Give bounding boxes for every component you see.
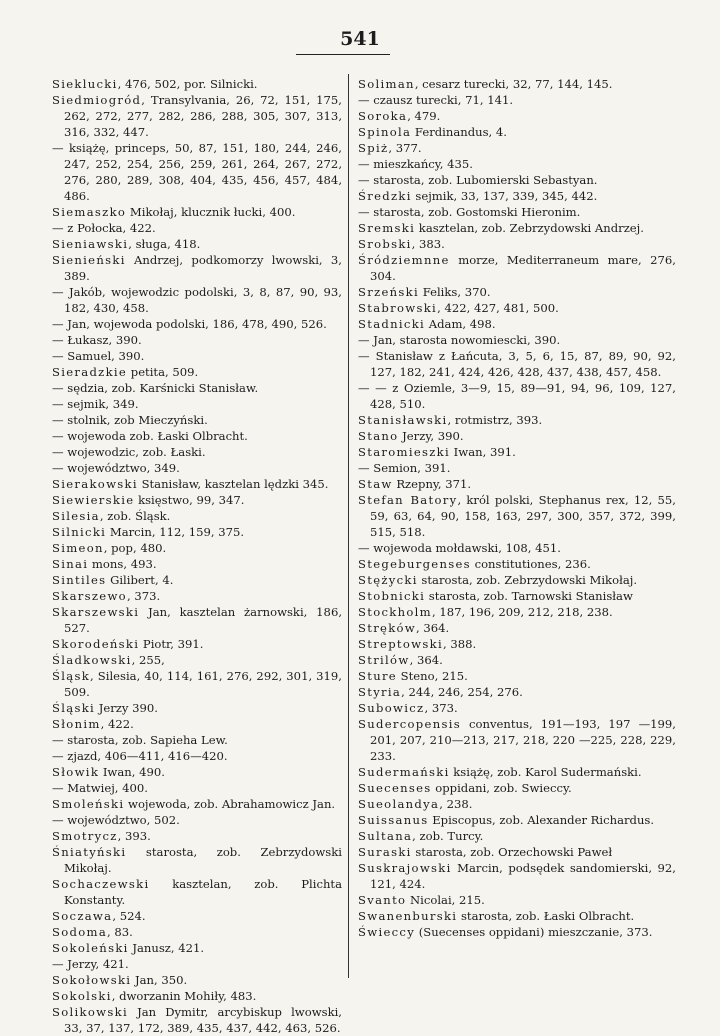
index-entry	[52, 444, 342, 460]
entry-text: constitutiones, 236.	[470, 557, 591, 571]
entry-text: , 388.	[442, 637, 477, 651]
entry-text: , Silesia, 40, 114, 161, 276, 292, 301, 319, 509.	[64, 669, 342, 699]
index-entry	[358, 124, 676, 140]
index-entry	[358, 796, 676, 812]
entry-headword: Streptowski	[358, 637, 443, 651]
index-entry	[52, 364, 342, 380]
index-entry	[358, 700, 676, 716]
header-rule	[296, 54, 390, 55]
entry-text: oppidani, zob. Swieccy.	[431, 781, 572, 795]
entry-headword: Średzki	[358, 189, 412, 203]
index-entry	[358, 172, 676, 188]
index-entry	[358, 220, 676, 236]
entry-text: , 422, 427, 481, 500.	[437, 301, 559, 315]
index-entry	[52, 908, 342, 924]
entry-headword: Śląski	[52, 701, 96, 715]
entry-text: — województwo, 502.	[52, 813, 180, 827]
entry-text: — Łukasz, 390.	[52, 333, 142, 347]
index-entry	[358, 236, 676, 252]
entry-headword: Skarszewo	[52, 589, 127, 603]
entry-text: — sędzia, zob. Karśnicki Stanisław.	[52, 381, 259, 395]
entry-text: , 373.	[126, 589, 161, 603]
index-entry	[358, 668, 676, 684]
index-entry	[52, 92, 342, 140]
entry-headword: Staw	[358, 477, 393, 491]
entry-headword: Staromieszki	[358, 445, 450, 459]
entry-headword: Smoleński	[52, 797, 125, 811]
index-entry	[52, 348, 342, 364]
entry-text: starosta, zob. Zebrzydowski Mikołaj.	[417, 573, 638, 587]
entry-text: — mieszkańcy, 435.	[358, 157, 473, 171]
entry-headword: Śniatyński	[52, 845, 127, 859]
index-entry	[52, 332, 342, 348]
entry-text: , 479.	[407, 109, 441, 123]
index-entry	[52, 428, 342, 444]
entry-headword: Stężycki	[358, 573, 418, 587]
entry-headword: Sokolski	[52, 989, 112, 1003]
index-entry	[52, 732, 342, 748]
entry-text: — Matwiej, 400.	[52, 781, 148, 795]
entry-text: — Semion, 391.	[358, 461, 451, 475]
index-entry	[358, 924, 676, 940]
index-entry	[52, 220, 342, 236]
index-entry	[358, 588, 676, 604]
index-entry	[52, 540, 342, 556]
index-entry	[358, 460, 676, 476]
index-entry	[358, 284, 676, 300]
entry-headword: Soczawa	[52, 909, 113, 923]
entry-text: kasztelan, zob. Zebrzydowski Andrzej.	[415, 221, 644, 235]
entry-headword: Srobski	[358, 237, 412, 251]
entry-text: , rotmistrz, 393.	[447, 413, 543, 427]
entry-headword: Soroka	[358, 109, 408, 123]
entry-text: — Samuel, 390.	[52, 349, 145, 363]
index-entry	[52, 604, 342, 636]
entry-text: Jerzy, 390.	[398, 429, 464, 443]
entry-text: Iwan, 490.	[99, 765, 165, 779]
entry-text: , 393.	[117, 829, 151, 843]
entry-headword: Słonim	[52, 717, 101, 731]
entry-headword: Sieradzkie	[52, 365, 128, 379]
entry-headword: Stegeburgenses	[358, 557, 471, 571]
index-entry	[358, 828, 676, 844]
entry-text: Marcin, podsędek sandomierski, 92, 121, 424.	[370, 861, 676, 891]
index-entry	[358, 860, 676, 892]
index-entry	[358, 716, 676, 764]
entry-headword: Suskrajowski	[358, 861, 452, 875]
entry-text: — zjazd, 406—411, 416—420.	[52, 749, 228, 763]
index-entry	[52, 572, 342, 588]
index-entry	[358, 572, 676, 588]
entry-text: — starosta, zob. Lubomierski Sebastyan.	[358, 173, 598, 187]
entry-headword: Spinola	[358, 125, 412, 139]
index-entry	[358, 444, 676, 460]
entry-text: — starosta, zob. Sapieha Lew.	[52, 733, 228, 747]
index-entry	[52, 812, 342, 828]
entry-text: , dworzanin Mohiły, 483.	[111, 989, 257, 1003]
entry-text: — Jakób, wojewodzic podolski, 3, 8, 87, 90, 93, 182, 430, 458.	[52, 285, 342, 315]
index-entry	[358, 92, 676, 108]
index-entry	[52, 876, 342, 908]
entry-text: Jan, 350.	[131, 973, 188, 987]
index-entry	[358, 684, 676, 700]
entry-text: , zob. Turcy.	[412, 829, 484, 843]
index-entry	[52, 508, 342, 524]
entry-text: , 364.	[416, 621, 450, 635]
entry-text: Piotr, 391.	[139, 637, 204, 651]
entry-headword: Skorodeński	[52, 637, 140, 651]
index-entry	[52, 716, 342, 732]
index-entry	[52, 668, 342, 700]
entry-headword: Silesia	[52, 509, 100, 523]
entry-headword: Stabrowski	[358, 301, 438, 315]
index-entry	[52, 796, 342, 812]
entry-headword: Sudercopensis	[358, 717, 461, 731]
index-entry	[358, 156, 676, 172]
index-entry	[358, 316, 676, 332]
entry-headword: Suecenses	[358, 781, 432, 795]
entry-text: (Suecenses oppidani) mieszczanie, 373.	[415, 925, 653, 939]
entry-text: Mikołaj, klucznik łucki, 400.	[126, 205, 296, 219]
entry-headword: Swanenburski	[358, 909, 458, 923]
index-entry	[358, 844, 676, 860]
entry-headword: Siemaszko	[52, 205, 127, 219]
index-entry	[52, 492, 342, 508]
entry-text: , Transylvania, 26, 72, 151, 175, 262, 272, 277, 282, 286, 288, 305, 307, 313, 316, 332, 447.	[64, 93, 342, 139]
entry-headword: Stano	[358, 429, 399, 443]
entry-text: — Jerzy, 421.	[52, 957, 129, 971]
entry-headword: Skarszewski	[52, 605, 140, 619]
entry-headword: Siewierskie	[52, 493, 135, 507]
entry-text: Stanisław, kasztelan lędzki 345.	[137, 477, 329, 491]
entry-text: , 524.	[112, 909, 146, 923]
entry-headword: Sokoleński	[52, 941, 129, 955]
entry-text: starosta, zob. Orzechowski Paweł	[411, 845, 613, 859]
index-entry	[358, 188, 676, 204]
entry-text: , pop, 480.	[103, 541, 167, 555]
entry-text: Jan Dymitr, arcybiskup lwowski, 33, 37, 137, 172, 389, 435, 437, 442, 463, 526.	[64, 1005, 342, 1035]
index-entry	[358, 412, 676, 428]
index-entry	[358, 348, 676, 380]
index-entry	[358, 476, 676, 492]
entry-headword: Soliman	[358, 77, 415, 91]
entry-text: , król polski, Stephanus rex, 12, 55, 59, 63, 64, 90, 158, 163, 297, 300, 357, 372, 399, 515, 518.	[370, 493, 676, 539]
index-entry	[52, 252, 342, 284]
entry-headword: Stadnicki	[358, 317, 426, 331]
entry-text: Adam, 498.	[425, 317, 496, 331]
index-entry	[52, 524, 342, 540]
entry-text: , 422.	[100, 717, 134, 731]
entry-text: , 377.	[388, 141, 422, 155]
entry-text: Rzepny, 371.	[392, 477, 472, 491]
entry-headword: Sodoma	[52, 925, 108, 939]
entry-text: — województwo, 349.	[52, 461, 180, 475]
entry-text: — — z Oziemle, 3—9, 15, 89—91, 94, 96, 109, 127, 428, 510.	[358, 381, 676, 411]
index-entry	[358, 636, 676, 652]
entry-headword: Styria	[358, 685, 402, 699]
index-entry	[358, 620, 676, 636]
index-entry	[52, 956, 342, 972]
entry-headword: Svanto	[358, 893, 407, 907]
index-entry	[358, 252, 676, 284]
index-entry	[52, 476, 342, 492]
index-entry	[52, 588, 342, 604]
entry-headword: Sieklucki	[52, 77, 118, 91]
entry-headword: Sueolandya	[358, 797, 440, 811]
index-entry	[52, 764, 342, 780]
entry-text: — książę, princeps, 50, 87, 151, 180, 244, 246, 247, 252, 254, 256, 259, 261, 264, 267, 272, 276, 280, 289, 308, 404, 435, 456, 457, 484, 486.	[52, 141, 342, 203]
entry-text: Episcopus, zob. Alexander Richardus.	[428, 813, 655, 827]
entry-headword: Srzeński	[358, 285, 420, 299]
entry-headword: Solikowski	[52, 1005, 128, 1019]
entry-text: , 255,	[131, 653, 165, 667]
index-column-right	[358, 76, 676, 940]
index-entry	[52, 204, 342, 220]
entry-text: sejmik, 33, 137, 339, 345, 442.	[411, 189, 598, 203]
entry-text: — wojewodzic, zob. Łaski.	[52, 445, 206, 459]
entry-headword: Sienieński	[52, 253, 126, 267]
index-entry	[52, 316, 342, 332]
entry-text: , 187, 196, 209, 212, 218, 238.	[431, 605, 613, 619]
index-entry	[52, 988, 342, 1004]
entry-text: Jerzy 390.	[95, 701, 158, 715]
entry-text: — Stanisław z Łańcuta, 3, 5, 6, 15, 87, 89, 90, 92, 127, 182, 241, 424, 426, 428, 437, 438, 457, 458.	[358, 349, 676, 379]
entry-text: — sejmik, 349.	[52, 397, 139, 411]
entry-headword: Sieniawski	[52, 237, 129, 251]
entry-headword: Suraski	[358, 845, 412, 859]
entry-text: mons, 493.	[88, 557, 157, 571]
entry-text: starosta, zob. Zebrzydowski Mikołaj.	[64, 845, 342, 875]
index-entry	[52, 284, 342, 316]
entry-text: morze, Mediterraneum mare, 276, 304.	[370, 253, 676, 283]
entry-headword: Stręków	[358, 621, 417, 635]
index-entry	[358, 76, 676, 92]
entry-text: Iwan, 391.	[450, 445, 516, 459]
index-entry	[358, 108, 676, 124]
entry-headword: Smotrycz	[52, 829, 118, 843]
entry-text: księstwo, 99, 347.	[134, 493, 245, 507]
index-entry	[52, 652, 342, 668]
entry-text: — Jan, wojewoda podolski, 186, 478, 490, 526.	[52, 317, 327, 331]
index-entry	[52, 396, 342, 412]
entry-text: — stolnik, zob Mieczyński.	[52, 413, 208, 427]
entry-headword: Sierakowski	[52, 477, 138, 491]
entry-headword: Simeon	[52, 541, 104, 555]
entry-headword: Śladkowski	[52, 653, 132, 667]
entry-text: , 364.	[409, 653, 443, 667]
entry-text: Gilibert, 4.	[106, 573, 174, 587]
index-entry	[358, 492, 676, 540]
entry-text: , 83.	[107, 925, 133, 939]
index-entry	[52, 380, 342, 396]
index-entry	[52, 1004, 342, 1036]
index-entry	[358, 556, 676, 572]
entry-text: — wojewoda mołdawski, 108, 451.	[358, 541, 561, 555]
index-entry	[358, 908, 676, 924]
entry-text: starosta, zob. Tarnowski Stanisław	[425, 589, 633, 603]
entry-text: , 238.	[439, 797, 473, 811]
entry-text: Steno, 215.	[396, 669, 468, 683]
entry-headword: Sochaczewski	[52, 877, 150, 891]
index-entry	[52, 140, 342, 204]
entry-headword: Sudermański	[358, 765, 450, 779]
entry-headword: Strilów	[358, 653, 410, 667]
index-entry	[358, 812, 676, 828]
entry-text: petita, 509.	[127, 365, 199, 379]
index-entry	[52, 700, 342, 716]
entry-text: , cesarz turecki, 32, 77, 144, 145.	[414, 77, 613, 91]
entry-headword: Słowik	[52, 765, 100, 779]
index-entry	[358, 652, 676, 668]
entry-headword: Sinai	[52, 557, 89, 571]
index-entry	[52, 636, 342, 652]
entry-text: , 383.	[411, 237, 445, 251]
entry-text: — Jan, starosta nowomiescki, 390.	[358, 333, 561, 347]
entry-headword: Sremski	[358, 221, 416, 235]
index-entry	[52, 844, 342, 876]
index-entry	[52, 780, 342, 796]
index-column-left	[52, 76, 342, 1036]
entry-headword: Stanisławski	[358, 413, 448, 427]
index-entry	[358, 140, 676, 156]
entry-headword: Stefan Batory	[358, 493, 458, 507]
entry-headword: Śląsk	[52, 669, 91, 683]
entry-headword: Sture	[358, 669, 397, 683]
entry-text: — starosta, zob. Gostomski Hieronim.	[358, 205, 581, 219]
entry-text: Ferdinandus, 4.	[411, 125, 507, 139]
entry-headword: Subowicz	[358, 701, 425, 715]
entry-headword: Sokołowski	[52, 973, 132, 987]
entry-headword: Śródziemnne	[358, 253, 450, 267]
entry-headword: Spiż	[358, 141, 389, 155]
entry-headword: Stobnicki	[358, 589, 426, 603]
index-entry	[358, 300, 676, 316]
entry-text: , sługa, 418.	[128, 237, 201, 251]
entry-headword: Sultana	[358, 829, 413, 843]
index-entry	[52, 76, 342, 92]
index-entry	[52, 556, 342, 572]
index-entry	[52, 924, 342, 940]
entry-headword: Stockholm	[358, 605, 432, 619]
index-entry	[358, 604, 676, 620]
entry-text: — wojewoda zob. Łaski Olbracht.	[52, 429, 248, 443]
entry-text: Nicolai, 215.	[406, 893, 485, 907]
entry-text: , 373.	[424, 701, 458, 715]
index-entry	[358, 540, 676, 556]
index-entry	[52, 460, 342, 476]
entry-text: , zob. Śląsk.	[99, 509, 171, 523]
entry-headword: Suissanus	[358, 813, 429, 827]
entry-text: kasztelan, zob. Plichta Konstanty.	[64, 877, 342, 907]
index-entry	[52, 828, 342, 844]
index-entry	[358, 428, 676, 444]
entry-text: , 244, 246, 254, 276.	[401, 685, 523, 699]
entry-text: , 476, 502, por. Silnicki.	[117, 77, 258, 91]
index-entry	[358, 380, 676, 412]
index-entry	[358, 892, 676, 908]
index-entry	[358, 332, 676, 348]
entry-headword: Siedmiogród	[52, 93, 142, 107]
entry-text: książę, zob. Karol Sudermański.	[449, 765, 642, 779]
entry-headword: Sintiles	[52, 573, 107, 587]
column-divider	[348, 74, 349, 978]
page-number: 541	[340, 28, 380, 50]
entry-text: Marcin, 112, 159, 375.	[106, 525, 245, 539]
entry-text: starosta, zob. Łaski Olbracht.	[457, 909, 635, 923]
index-entry	[52, 412, 342, 428]
entry-headword: Silnicki	[52, 525, 107, 539]
entry-text: Feliks, 370.	[419, 285, 491, 299]
index-entry	[52, 748, 342, 764]
entry-text: Jan, kasztelan żarnowski, 186, 527.	[64, 605, 342, 635]
index-entry	[358, 764, 676, 780]
entry-text: Janusz, 421.	[128, 941, 205, 955]
entry-headword: Świeccy	[358, 925, 416, 939]
entry-text: Andrzej, podkomorzy lwowski, 3, 389.	[64, 253, 342, 283]
index-entry	[358, 780, 676, 796]
index-entry	[52, 972, 342, 988]
entry-text: — z Połocka, 422.	[52, 221, 156, 235]
index-entry	[52, 236, 342, 252]
index-entry	[358, 204, 676, 220]
entry-text: conventus, 191—193, 197 —199, 201, 207, 210—213, 217, 218, 220 —225, 228, 229, 233.	[370, 717, 676, 763]
entry-text: — czausz turecki, 71, 141.	[358, 93, 514, 107]
index-entry	[52, 940, 342, 956]
entry-text: wojewoda, zob. Abrahamowicz Jan.	[124, 797, 336, 811]
